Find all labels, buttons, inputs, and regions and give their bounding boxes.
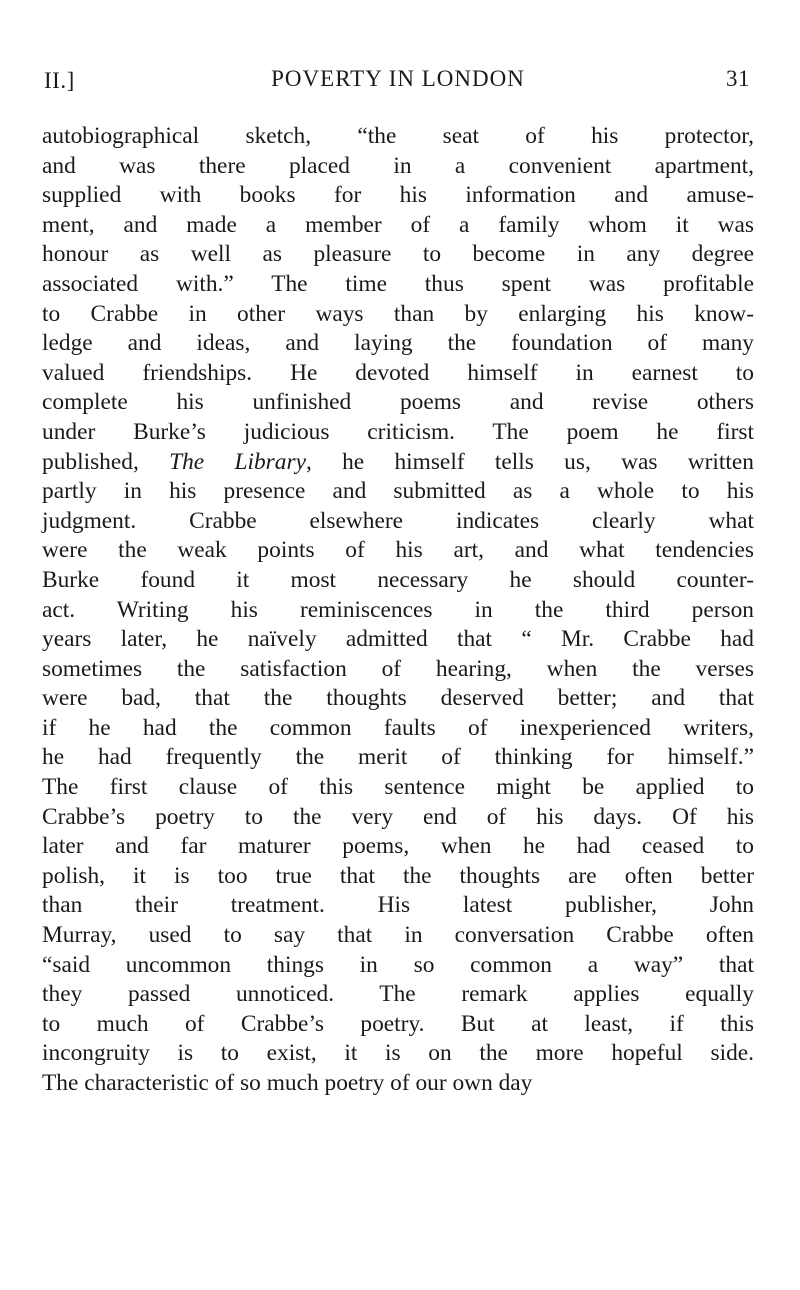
text-line: valued friendships. He devoted himself in earnest to	[42, 359, 754, 386]
chapter-number: II.]	[44, 68, 75, 93]
text-line: act. Writing his reminiscences in the third person	[42, 596, 754, 623]
running-title: POVERTY IN LONDON	[271, 66, 525, 91]
text-line: they passed unnoticed. The remark applies equally	[42, 981, 754, 1008]
text-line: Crabbe’s poetry to the very end of his days. Of his	[42, 803, 754, 830]
text-line: Murray, used to say that in conversation Crabbe often	[42, 922, 754, 949]
text-line: Burke found it most necessary he should counter-	[42, 566, 754, 593]
text-line: The characteristic of so much poetry of our own day	[42, 1070, 533, 1096]
text-line: to Crabbe in other ways than by enlarging his know-	[42, 300, 754, 327]
text-line: incongruity is to exist, it is on the more hopeful side.	[42, 1040, 754, 1067]
text-line: and was there placed in a convenient apartment,	[42, 152, 754, 179]
text-line: honour as well as pleasure to become in any degree	[42, 241, 754, 268]
text-line: polish, it is too true that the thoughts are often better	[42, 862, 754, 889]
running-head	[42, 58, 754, 98]
text-line: partly in his presence and submitted as a whole to his	[42, 478, 754, 505]
text-line: he had frequently the merit of thinking for himself.”	[42, 744, 754, 771]
text-line: were bad, that the thoughts deserved better; and that	[42, 685, 754, 712]
text-line: ment, and made a member of a family whom it was	[42, 211, 754, 238]
text-line: autobiographical sketch, “the seat of his protector,	[42, 123, 754, 149]
text-line: were the weak points of his art, and what tendencies	[42, 537, 754, 564]
body-paragraph	[42, 122, 754, 1099]
text-line: published, The Library, he himself tells us, was written	[42, 448, 754, 475]
text-line: associated with.” The time thus spent was profitable	[42, 270, 754, 297]
text-line: to much of Crabbe’s poetry. But at least, if this	[42, 1010, 754, 1037]
text-line: years later, he naïvely admitted that “ Mr. Crabbe had	[42, 626, 754, 653]
text-line: judgment. Crabbe elsewhere indicates clearly what	[42, 507, 754, 534]
text-line: under Burke’s judicious criticism. The poem he first	[42, 418, 754, 445]
text-line: sometimes the satisfaction of hearing, when the verses	[42, 655, 754, 682]
text-line: The first clause of this sentence might be applied to	[42, 774, 754, 801]
page-number: 31	[726, 66, 750, 91]
text-line: later and far maturer poems, when he had ceased to	[42, 833, 754, 860]
text-line: than their treatment. His latest publisher, John	[42, 892, 754, 919]
text-line: complete his unfinished poems and revise others	[42, 389, 754, 416]
text-line: “said uncommon things in so common a way” that	[42, 951, 754, 978]
text-line: supplied with books for his information and amuse-	[42, 182, 754, 209]
text-line: if he had the common faults of inexperienced writers,	[42, 714, 754, 741]
book-page	[42, 58, 754, 1099]
text-line: ledge and ideas, and laying the foundation of many	[42, 330, 754, 357]
